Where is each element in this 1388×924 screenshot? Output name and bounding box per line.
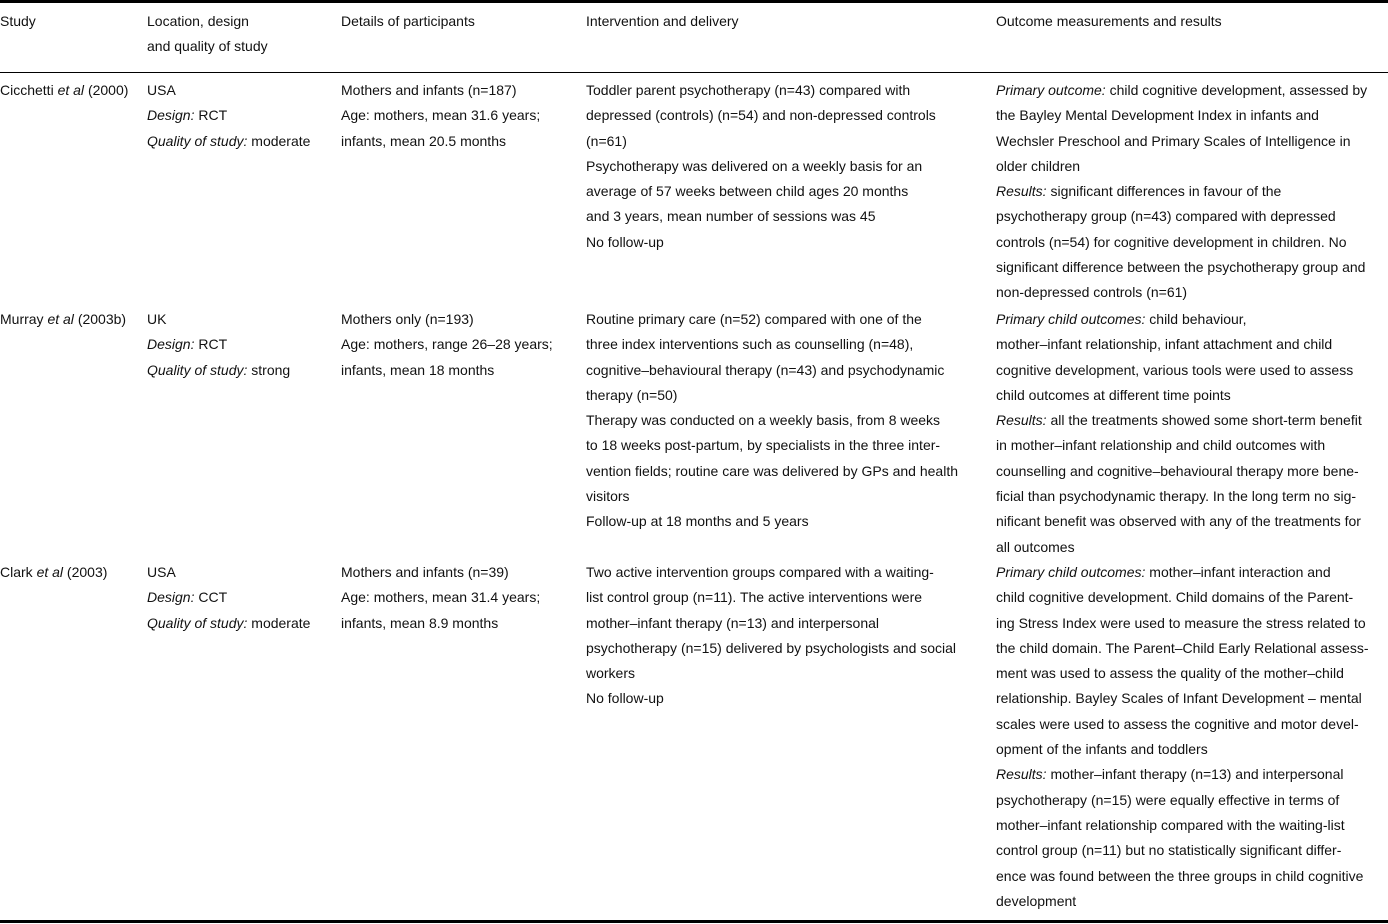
outcome-line: mother–infant relationship, infant attachment and child — [996, 336, 1333, 353]
results-line: ence was found between the three groups in child cognitive — [996, 867, 1364, 884]
location-quality — [147, 358, 290, 383]
results-label: Results: — [996, 766, 1047, 783]
row-3-study — [0, 560, 107, 585]
location-country: USA — [147, 82, 176, 98]
intervention-line: No follow-up — [586, 690, 664, 707]
participants-line: Mothers and infants (n=187) — [341, 82, 517, 98]
results-line: in mother–infant relationship and child outcomes with — [996, 437, 1326, 454]
outcome-line: the child domain. The Parent–Child Early Relational assess- — [996, 639, 1369, 656]
table-bottom-rule — [0, 920, 1388, 923]
participants-line: Mothers only (n=193) — [341, 311, 474, 327]
row-3-outcome — [996, 560, 1369, 914]
row-2-outcome — [996, 307, 1362, 560]
outcome-line: scales were used to assess the cognitive and motor devel- — [996, 715, 1359, 732]
row-1-participants — [341, 78, 540, 154]
participants-line: Age: mothers, mean 31.6 years; — [341, 107, 541, 124]
location-quality — [147, 129, 310, 154]
row-2-intervention — [586, 307, 958, 535]
outcome-line: child cognitive development. Child domains of the Parent- — [996, 589, 1354, 606]
study-author: Clark — [0, 564, 33, 580]
location-design — [147, 332, 290, 357]
header-location-line-2: and quality of study — [147, 38, 268, 55]
intervention-line: vention fields; routine care was delivered by GPs and health — [586, 462, 958, 479]
design-label: Design: — [147, 589, 195, 606]
design-value: RCT — [198, 107, 228, 124]
participants-line: Age: mothers, range 26–28 years; — [341, 336, 553, 353]
intervention-line: depressed (controls) (n=54) and non-depressed controls — [586, 107, 936, 124]
intervention-line: visitors — [586, 488, 630, 505]
outcome-line — [996, 307, 1362, 332]
header-rule — [0, 72, 1388, 73]
design-value: RCT — [198, 336, 228, 353]
intervention-line: Routine primary care (n=52) compared with one of the — [586, 311, 922, 327]
row-3-location — [147, 560, 310, 636]
results-line: mother–infant relationship compared with the waiting-list — [996, 816, 1345, 833]
quality-label: Quality of study: — [147, 614, 248, 631]
outcome-line: child outcomes at different time points — [996, 386, 1231, 403]
intervention-line: psychotherapy (n=15) delivered by psychologists and social — [586, 639, 957, 656]
row-2-participants — [341, 307, 553, 383]
intervention-line: workers — [586, 665, 636, 682]
results-label: Results: — [996, 183, 1047, 200]
quality-value: strong — [251, 361, 291, 378]
participants-line: infants, mean 8.9 months — [341, 614, 499, 631]
outcome-text: child behaviour, — [1149, 311, 1247, 327]
outcome-line: opment of the infants and toddlers — [996, 741, 1208, 758]
design-value: CCT — [198, 589, 228, 606]
intervention-line: average of 57 weeks between child ages 20 months — [586, 183, 909, 200]
results-line: psychotherapy (n=15) were equally effective in terms of — [996, 791, 1340, 808]
quality-label: Quality of study: — [147, 361, 248, 378]
study-year: (2003b) — [77, 311, 127, 327]
row-2-location — [147, 307, 290, 383]
quality-label: Quality of study: — [147, 132, 248, 149]
intervention-line: cognitive–behavioural therapy (n=43) and psychodynamic — [586, 361, 945, 378]
row-3-participants — [341, 560, 540, 636]
study-author: Murray — [0, 311, 44, 327]
outcome-line: Wechsler Preschool and Primary Scales of Intelligence in — [996, 132, 1351, 149]
outcome-line: ing Stress Index were used to measure the stress related to — [996, 614, 1366, 631]
results-line: significant difference between the psychotherapy group and — [996, 259, 1366, 276]
intervention-line: to 18 weeks post-partum, by specialists in the three inter- — [586, 437, 941, 454]
location-quality — [147, 611, 310, 636]
intervention-line: Follow-up at 18 months and 5 years — [586, 513, 809, 530]
outcome-line — [996, 560, 1369, 585]
participants-line: Mothers and infants (n=39) — [341, 564, 509, 580]
intervention-line: and 3 years, mean number of sessions was 45 — [586, 208, 876, 225]
row-3-intervention — [586, 560, 956, 712]
outcome-text: child cognitive development, assessed by — [1109, 82, 1368, 98]
header-participants: Details of participants — [341, 13, 475, 29]
results-line: ficial than psychodynamic therapy. In the long term no sig- — [996, 488, 1357, 505]
intervention-line: No follow-up — [586, 233, 664, 250]
intervention-line: Therapy was conducted on a weekly basis, from 8 weeks — [586, 412, 941, 429]
intervention-line: list control group (n=11). The active interventions were — [586, 589, 923, 606]
intervention-line: mother–infant therapy (n=13) and interpersonal — [586, 614, 880, 631]
results-line: counselling and cognitive–behavioural therapy more bene- — [996, 462, 1359, 479]
design-label: Design: — [147, 336, 195, 353]
results-text: significant differences in favour of the — [1050, 183, 1282, 200]
outcome-line: the Bayley Mental Development Index in infants and — [996, 107, 1319, 124]
outcome-line: older children — [996, 157, 1081, 174]
participants-line: infants, mean 20.5 months — [341, 132, 506, 149]
header-location-line-1: Location, design — [147, 13, 249, 29]
intervention-line: (n=61) — [586, 132, 627, 149]
intervention-line: Two active intervention groups compared with a waiting- — [586, 564, 934, 580]
table-top-rule — [0, 0, 1388, 3]
outcome-line: cognitive development, various tools were used to assess — [996, 361, 1354, 378]
header-location — [147, 9, 268, 60]
results-line: development — [996, 892, 1077, 909]
study-etal: et al — [47, 311, 74, 327]
outcome-line — [996, 78, 1367, 103]
outcome-line — [996, 408, 1362, 433]
quality-value: moderate — [251, 132, 311, 149]
location-country: USA — [147, 564, 176, 580]
primary-outcome-label: Primary outcome: — [996, 82, 1106, 98]
results-line: controls (n=54) for cognitive development in children. No — [996, 233, 1347, 250]
intervention-line: therapy (n=50) — [586, 386, 678, 403]
intervention-line: Toddler parent psychotherapy (n=43) compared with — [586, 82, 911, 98]
header-intervention: Intervention and delivery — [586, 13, 739, 29]
intervention-line: three index interventions such as counselling (n=48), — [586, 336, 914, 353]
intervention-line: Psychotherapy was delivered on a weekly basis for an — [586, 157, 923, 174]
primary-outcome-label: Primary child outcomes: — [996, 311, 1146, 327]
study-year: (2003) — [66, 564, 108, 580]
row-1-location — [147, 78, 310, 154]
quality-value: moderate — [251, 614, 311, 631]
header-study: Study — [0, 13, 36, 29]
outcome-line: ment was used to assess the quality of the mother–child — [996, 665, 1344, 682]
results-text: mother–infant therapy (n=13) and interpersonal — [1050, 766, 1344, 783]
outcome-line: relationship. Bayley Scales of Infant Development – mental — [996, 690, 1362, 707]
header-outcome: Outcome measurements and results — [996, 13, 1222, 29]
row-1-study — [0, 78, 128, 103]
row-1-outcome — [996, 78, 1367, 306]
location-country: UK — [147, 311, 167, 327]
row-2-study — [0, 307, 126, 332]
study-etal: et al — [57, 82, 85, 98]
study-year: (2000) — [87, 82, 129, 98]
participants-line: infants, mean 18 months — [341, 361, 495, 378]
design-label: Design: — [147, 107, 195, 124]
location-design — [147, 103, 310, 128]
results-text: all the treatments showed some short-term benefit — [1050, 412, 1362, 429]
results-line: all outcomes — [996, 538, 1075, 555]
primary-outcome-label: Primary child outcomes: — [996, 564, 1146, 580]
results-line: control group (n=11) but no statistically significant differ- — [996, 842, 1342, 859]
study-author: Cicchetti — [0, 82, 54, 98]
participants-line: Age: mothers, mean 31.4 years; — [341, 589, 541, 606]
results-label: Results: — [996, 412, 1047, 429]
location-design — [147, 585, 310, 610]
row-1-intervention — [586, 78, 936, 255]
results-line: psychotherapy group (n=43) compared with depressed — [996, 208, 1336, 225]
results-line: non-depressed controls (n=61) — [996, 284, 1188, 301]
outcome-text: mother–infant interaction and — [1149, 564, 1331, 580]
study-etal: et al — [36, 564, 64, 580]
results-line: nificant benefit was observed with any of the treatments for — [996, 513, 1361, 530]
outcome-line — [996, 179, 1367, 204]
outcome-line — [996, 762, 1369, 787]
